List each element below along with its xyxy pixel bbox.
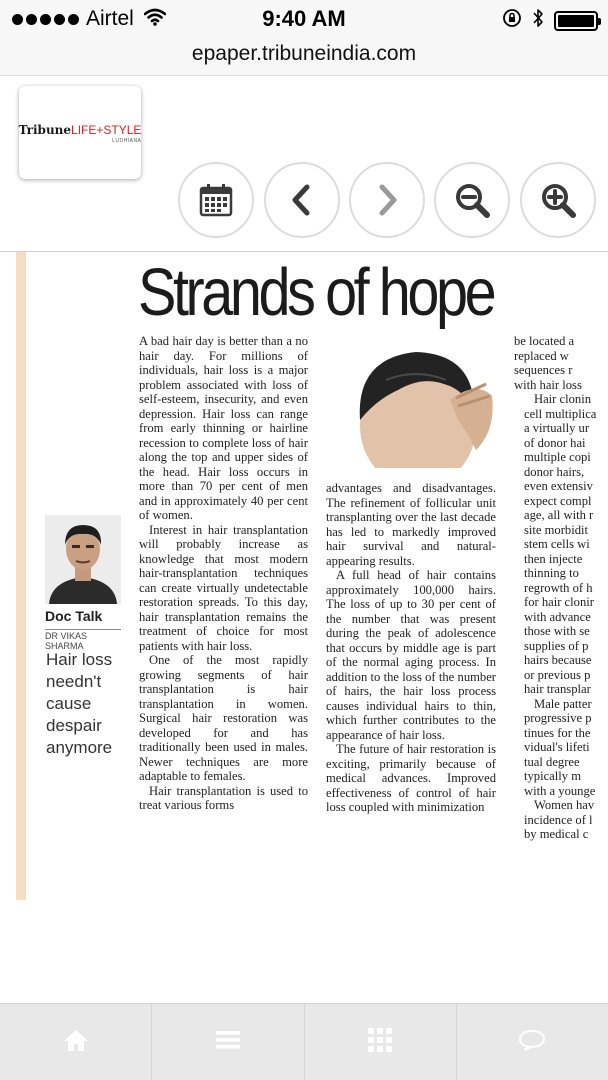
text-line: Male patter xyxy=(534,696,592,711)
pullquote-line: anymore xyxy=(46,738,113,757)
chevron-left-icon xyxy=(287,183,317,217)
text-line: then injecte xyxy=(524,551,583,566)
text-line: Hair clonin xyxy=(534,392,592,406)
paragraph xyxy=(514,697,608,799)
status-time: 9:40 AM xyxy=(262,6,346,31)
paragraph: Hair transplantation is used to treat various forms xyxy=(139,783,308,812)
section-color-rule xyxy=(16,252,26,900)
text-line: donor hairs, xyxy=(524,464,585,479)
zoom-in-button[interactable] xyxy=(520,162,596,238)
text-line: cell multiplica xyxy=(524,406,597,421)
text-line: regrowth of h xyxy=(524,580,593,595)
article-column-1 xyxy=(139,334,308,900)
paragraph xyxy=(514,392,608,697)
article-photo xyxy=(326,340,496,468)
text-line: Women hav xyxy=(534,798,595,812)
text-line: multiple copi xyxy=(524,450,591,464)
bottom-tab-bar xyxy=(0,1003,608,1080)
paragraph: A full head of hair contains approximately 100,000 hairs. The loss of up to 30 per cent of the number that was present during the peak of adolescence that occurs by middle age is part of the normal aging process. In addition to the loss of the number of hairs, the hair loss process causes individual hairs to thin, which further contributes to the appearance of hair loss. xyxy=(326,568,496,742)
battery-icon xyxy=(554,11,598,31)
pullquote-line: cause xyxy=(46,694,92,713)
text-line: stem cells wi xyxy=(524,537,590,551)
comment-icon xyxy=(518,1028,546,1057)
text-line: thinning to xyxy=(524,566,579,580)
tab-comment[interactable] xyxy=(457,1004,608,1080)
grid-icon xyxy=(367,1027,393,1058)
article-headline: Strands of hope xyxy=(138,255,494,330)
hamburger-menu-icon xyxy=(215,1029,241,1056)
paragraph: Interest in hair transplantation will probably increase as knowledge that most modern hair-transplantation techniques can create virtually undetectable restoration spreads. To this day, hair transplantation remains the treatment of choice for most patients with hair loss. xyxy=(139,522,308,653)
text-line: those with se xyxy=(524,624,590,638)
previous-button[interactable] xyxy=(264,162,340,238)
text-line: vidual's lifeti xyxy=(524,740,590,754)
tab-home[interactable] xyxy=(0,1004,152,1080)
zoom-in-icon xyxy=(539,181,577,219)
status-bar xyxy=(0,0,608,40)
text-line: be located a xyxy=(514,334,575,348)
article-column-3 xyxy=(514,334,608,900)
text-line: progressive p xyxy=(524,711,592,725)
carrier-name: Airtel xyxy=(86,7,134,30)
paragraph: One of the most rapidly growing segments of hair transplantation is hair transplantation in women. Surgical hair restoration was developed for and has traditionally been used in males. Newer techniques are more adaptable to females. xyxy=(139,653,308,783)
paragraph xyxy=(514,798,608,842)
calendar-icon xyxy=(198,182,234,218)
url-text: epaper.tribuneindia.com xyxy=(191,42,417,65)
bluetooth-icon xyxy=(532,8,544,33)
text-line: site morbidit xyxy=(524,522,589,537)
paragraph: A bad hair day is better than a no hair day. For millions of individuals, hair loss is a major problem associated with loss of self-esteem, insecurity, and even depression. Hair loss can range from early thinning or hairline recession to complete loss of hair along the top and upper sides of the head. Hair loss occurs in more than 70 per cent of men and in approximately 40 per cent of women. xyxy=(139,334,308,522)
text-line: with a younge xyxy=(524,783,596,798)
rotation-lock-icon xyxy=(502,8,522,33)
paragraph: The future of hair restoration is exciting, primarily because of medical advances. Improved effectiveness of control of hair loss coupled with minimization xyxy=(326,742,496,814)
text-line: tual degree xyxy=(524,754,580,769)
home-icon xyxy=(63,1028,89,1057)
text-line: incidence of l xyxy=(524,812,593,827)
author-photo xyxy=(45,515,121,604)
tab-menu[interactable] xyxy=(152,1004,304,1080)
text-line: expect compl xyxy=(524,493,592,508)
zoom-out-icon xyxy=(453,181,491,219)
text-line: even extensiv xyxy=(524,479,593,493)
pullquote-line: despair xyxy=(46,716,102,735)
chevron-right-icon xyxy=(372,183,402,217)
next-button[interactable] xyxy=(349,162,425,238)
text-line: typically m xyxy=(524,769,582,783)
text-line: supplies of p xyxy=(524,638,589,653)
logo-section: LIFE+STYLE xyxy=(71,122,142,137)
text-line: hair transplar xyxy=(524,682,591,696)
text-line: for hair clonir xyxy=(524,595,594,609)
tab-grid[interactable] xyxy=(305,1004,457,1080)
pullquote-line: Hair loss xyxy=(46,650,113,669)
calendar-button[interactable] xyxy=(178,162,254,238)
text-line: a virtually ur xyxy=(524,421,590,435)
paragraph xyxy=(514,334,608,392)
text-line: with hair loss xyxy=(514,377,582,392)
url-bar[interactable] xyxy=(0,40,608,76)
text-line: or previous p xyxy=(524,667,591,682)
text-line: age, all with r xyxy=(524,508,594,522)
zoom-out-button[interactable] xyxy=(434,162,510,238)
text-line: of donor hai xyxy=(524,435,586,450)
text-line: replaced w xyxy=(514,348,569,363)
article-column-2 xyxy=(326,481,496,900)
text-line: sequences r xyxy=(514,363,573,377)
column-kicker: Doc Talk xyxy=(45,608,103,624)
logo-edition: LUDHIANA xyxy=(112,137,142,144)
author-byline: DR VIKAS SHARMA xyxy=(45,629,121,651)
text-line: hairs because xyxy=(524,653,592,667)
paragraph: advantages and disadvantages. The refinement of follicular unit transplanting over the last decade has led to markedly improved hair survival and natural-appearing results. xyxy=(326,481,496,568)
text-line: by medical c xyxy=(524,827,589,841)
logo-brand: Tribune xyxy=(18,122,72,137)
pullquote-line: needn't xyxy=(46,672,102,691)
publication-logo[interactable] xyxy=(19,86,141,179)
text-line: tinues for the xyxy=(524,725,591,740)
epaper-page[interactable] xyxy=(0,252,608,902)
pullquote xyxy=(46,649,126,759)
text-line: with advance xyxy=(524,609,591,624)
